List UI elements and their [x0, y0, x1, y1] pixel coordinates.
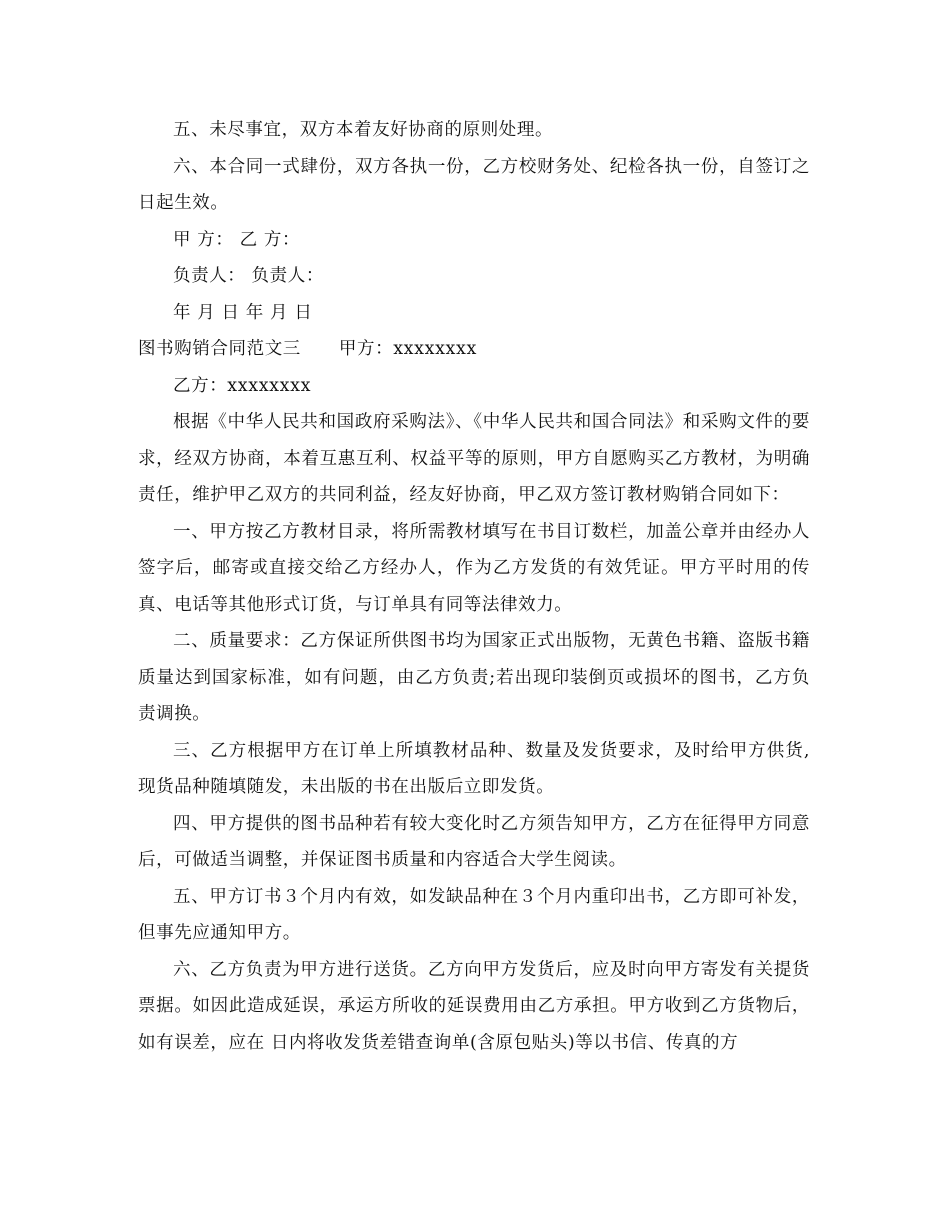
- clause-5-validity: 五、甲方订书３个月内有效，如发缺品种在３个月内重印出书，乙方即可补发，但事先应通知甲方。: [138, 886, 810, 943]
- clause-3-supply: 三、乙方根据甲方在订单上所填教材品种、数量及发货要求，及时给甲方供货,现货品种随填随发，未出版的书在出版后立即发货。: [138, 740, 810, 797]
- party-b-name: 乙方：xxxxxxxx: [173, 375, 312, 396]
- paragraph-unresolved-matters: 五、未尽事宜，双方本着友好协商的原则处理。: [173, 120, 554, 140]
- contract-title: 图书购销合同范文三: [138, 339, 301, 359]
- clause-2-quality: 二、质量要求：乙方保证所供图书均为国家正式出版物，无黄色书籍、盗版书籍质量达到国家标准，如有问题，由乙方负责;若出现印装倒页或损坏的图书，乙方负责调换。: [138, 631, 810, 724]
- paragraph-preamble: 根据《中华人民共和国政府采购法》、《中华人民共和国合同法》和采购文件的要求，经双方协商，本着互惠互利、权益平等的原则，甲方自愿购买乙方教材，为明确责任，维护甲乙双方的共同利益，经友好协商，甲乙双方签订教材购销合同如下：: [138, 412, 810, 505]
- document-body: [138, 112, 810, 1061]
- contract-title-line: [138, 331, 810, 368]
- signature-responsible-line: 负责人： 负责人：: [173, 266, 324, 286]
- clause-4-changes: 四、甲方提供的图书品种若有较大变化时乙方须告知甲方，乙方在征得甲方同意后，可做适当调整，并保证图书质量和内容适合大学生阅读。: [138, 813, 810, 870]
- signature-date-line: 年 月 日 年 月 日: [173, 302, 313, 323]
- clause-1-ordering: 一、甲方按乙方教材目录，将所需教材填写在书目订数栏，加盖公章并由经办人签字后，邮寄或直接交给乙方经办人，作为乙方发货的有效凭证。甲方平时用的传真、电话等其他形式订货，与订单具有同等法律效力。: [138, 521, 810, 615]
- clause-6-delivery: 六、乙方负责为甲方进行送货。乙方向甲方发货后，应及时向甲方寄发有关提货票据。如因此造成延误，承运方所收的延误费用由乙方承担。甲方收到乙方货物后，如有误差，应在 日内将收发货差错查询单(含原包贴头)等以书信、传真的方: [138, 959, 810, 1053]
- paragraph-contract-copies: 六、本合同一式肆份，双方各执一份，乙方校财务处、纪检各执一份，自签订之日起生效。: [138, 156, 810, 213]
- signature-parties-line: 甲 方： 乙 方：: [173, 229, 301, 250]
- party-a-name: 甲方：xxxxxxxx: [338, 339, 477, 359]
